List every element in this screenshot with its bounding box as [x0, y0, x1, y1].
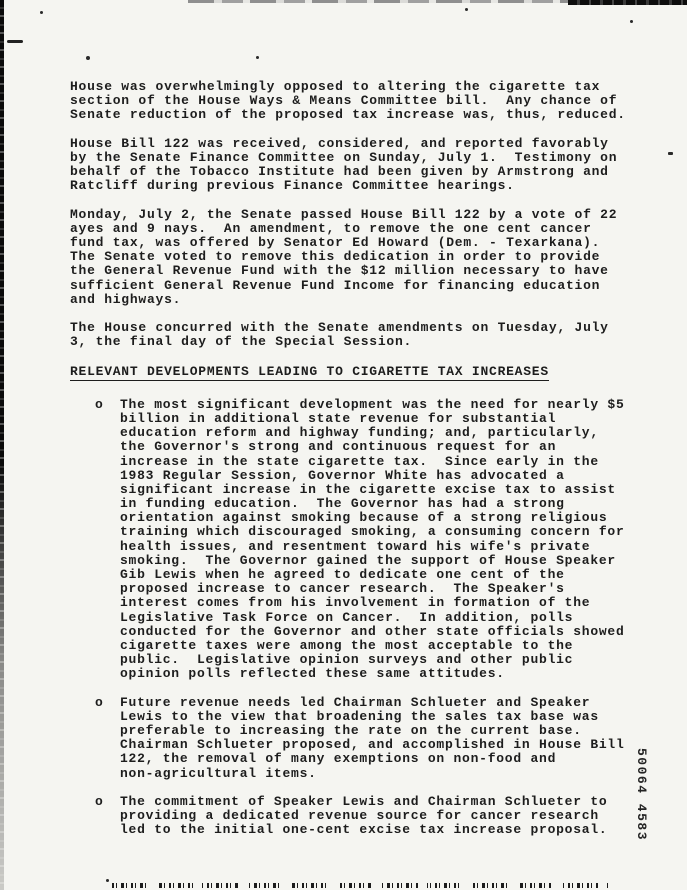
paragraph — [70, 321, 636, 349]
bullet-marker: o — [95, 794, 104, 810]
scan-edge-artifact-top-right — [568, 0, 687, 5]
footer-cutoff-artifact — [112, 883, 608, 888]
text-line: billion in additional state revenue for substantial — [120, 410, 557, 426]
text-line: led to the initial one-cent excise tax increase proposal. — [120, 822, 608, 838]
text-line: significant increase in the cigarette excise tax to assist — [120, 481, 616, 497]
text-line: the Governor's strong and continuous request for an — [120, 439, 557, 455]
text-line: The most significant development was the need for nearly $5 — [120, 396, 625, 412]
text-line: 3, the final day of the Special Session. — [70, 334, 413, 350]
text-line: Legislative Task Force on Cancer. In addition, polls — [120, 609, 574, 625]
text-line: Chairman Schlueter proposed, and accomplished in House Bill — [120, 737, 625, 753]
text-line: providing a dedicated revenue source for cancer research — [120, 808, 599, 824]
text-line: proposed increase to cancer research. The Speaker's — [120, 581, 565, 597]
text-line: The commitment of Speaker Lewis and Chairman Schlueter to — [120, 794, 608, 810]
text-line: cigarette taxes were among the most acceptable to the — [120, 637, 574, 653]
scan-speck — [668, 152, 673, 155]
text-line: Lewis to the view that broadening the sales tax base was — [120, 708, 599, 724]
text-line: House was overwhelmingly opposed to altering the cigarette tax — [70, 79, 601, 94]
text-line: House Bill 122 was received, considered, and reported favorably — [70, 135, 609, 151]
text-line: The House concurred with the Senate amendments on Tuesday, July — [70, 320, 609, 336]
text-line: by the Senate Finance Committee on Sunday, July 1. Testimony on — [70, 149, 618, 165]
text-line: behalf of the Tobacco Institute had been given by Armstrong and — [70, 164, 609, 180]
scan-speck — [256, 56, 259, 59]
text-line: The Senate voted to remove this dedication in order to provide — [70, 249, 601, 265]
paragraph — [70, 137, 636, 194]
bullet-text — [120, 398, 636, 682]
bullet-marker: o — [95, 396, 104, 412]
scan-edge-artifact-left — [0, 0, 4, 890]
text-line: ayes and 9 nays. An amendment, to remove the one cent cancer — [70, 220, 592, 236]
text-line: the General Revenue Fund with the $12 million necessary to have — [70, 263, 609, 279]
scan-speck — [86, 56, 90, 60]
text-line: Monday, July 2, the Senate passed House Bill 122 by a vote of 22 — [70, 206, 618, 222]
bullet-marker: o — [95, 694, 104, 710]
text-line: 122, the removal of many exemptions on non-food and — [120, 751, 557, 767]
bullet-item — [70, 696, 636, 781]
bullet-text — [120, 696, 636, 781]
text-line: conducted for the Governor and other state officials showed — [120, 623, 625, 639]
text-line: and highways. — [70, 291, 182, 307]
text-line: Senate reduction of the proposed tax increase was, thus, reduced. — [70, 107, 626, 123]
text-line: non-agricultural items. — [120, 765, 317, 781]
text-line: smoking. The Governor gained the support of House Speaker — [120, 552, 616, 568]
scan-speck — [465, 8, 468, 11]
section-heading-text: RELEVANT DEVELOPMENTS LEADING TO CIGARETTE TAX INCREASES — [70, 363, 549, 379]
scan-speck — [40, 11, 43, 14]
text-line: training which discouraged smoking, a consuming concern for — [120, 524, 625, 540]
text-line: Gib Lewis when he agreed to dedicate one cent of the — [120, 567, 565, 583]
text-line: public. Legislative opinion surveys and other public — [120, 652, 574, 668]
text-line: sufficient General Revenue Fund Income for financing education — [70, 277, 601, 293]
scan-speck — [106, 879, 109, 882]
text-line: orientation against smoking because of a strong religious — [120, 510, 608, 526]
text-line: Future revenue needs led Chairman Schlueter and Speaker — [120, 694, 591, 710]
text-line: fund tax, was offered by Senator Ed Howard (Dem. - Texarkana). — [70, 235, 601, 251]
text-line: 1983 Regular Session, Governor White has advocated a — [120, 467, 565, 483]
bullet-text — [120, 795, 636, 838]
section-heading — [70, 365, 636, 379]
text-line: in funding education. The Governor has had a strong — [120, 496, 565, 512]
text-line: Ratcliff during previous Finance Committee hearings. — [70, 178, 515, 194]
text-line: increase in the state cigarette tax. Since early in the — [120, 453, 599, 469]
margin-dash-mark — [7, 40, 23, 43]
text-line: education reform and highway funding; and, particularly, — [120, 425, 599, 441]
scan-speck — [630, 20, 633, 23]
text-line: preferable to increasing the rate on the current base. — [120, 723, 582, 739]
text-line: interest comes from his involvement in formation of the — [120, 595, 591, 611]
paragraph — [70, 208, 636, 307]
text-line: section of the House Ways & Means Committee bill. Any chance of — [70, 93, 618, 109]
document-content — [70, 80, 636, 852]
paragraph — [70, 80, 636, 123]
bullet-item — [70, 795, 636, 838]
text-line: health issues, and resentment toward his wife's private — [120, 538, 591, 554]
document-stamp-number: 50064 4583 — [634, 748, 649, 842]
bullet-item — [70, 398, 636, 682]
text-line: opinion polls reflected these same attitudes. — [120, 666, 505, 682]
